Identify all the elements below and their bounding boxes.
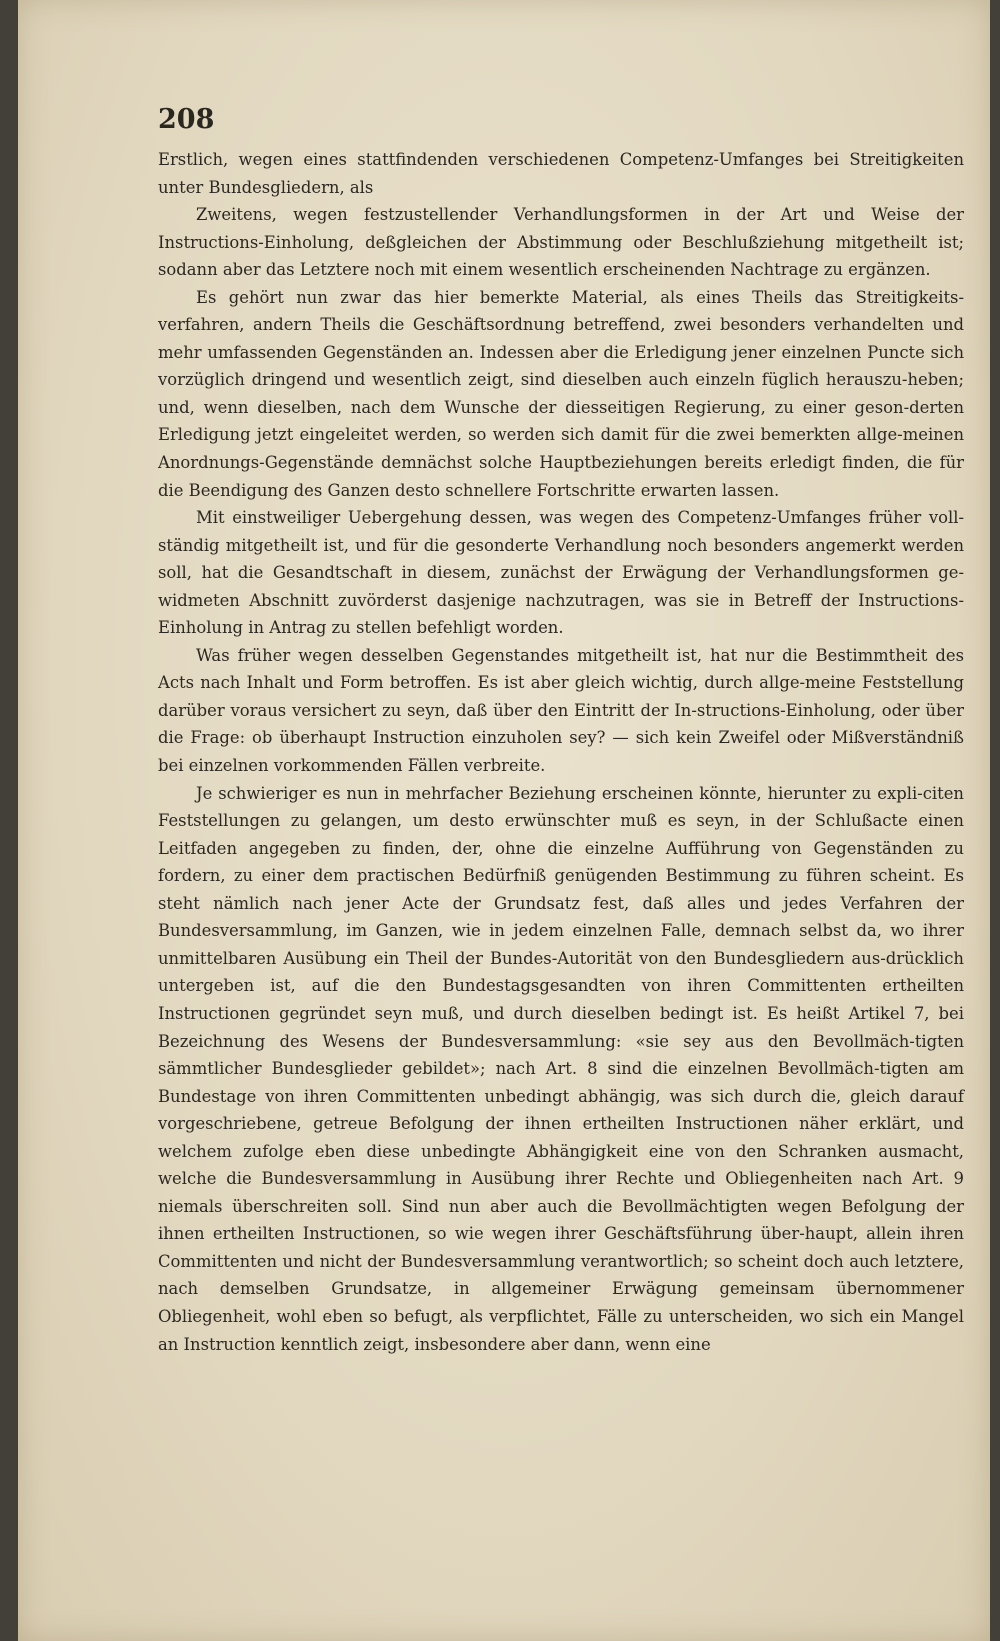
paragraph-2: Zweitens, wegen festzustellender Verhandlungsformen in der Art und Weise der Instructions-Einholung, deßgleichen der Abstimmung oder Beschlußziehung mitgetheilt ist; sodann aber das Letztere noch mit einem wesentlich erscheinenden Nachtrage zu ergänzen.: [158, 205, 964, 280]
book-page: [18, 0, 990, 1641]
paragraph-3: Es gehört nun zwar das hier bemerkte Material, als eines Theils das Streitigkeits-verfahren, andern Theils die Geschäftsordnung betreffend, zwei besonders verhandelten und mehr umfassenden Gegenständen an. Indessen aber die Erledigung jener einzelnen Puncte sich vorzüglich dringend und wesentlich zeigt, sind dieselben auch einzeln füglich herauszu-heben; und, wenn dieselben, nach dem Wunsche der diesseitigen Regierung, zu einer geson-derten Erledigung jetzt eingeleitet werden, so werden sich damit für die zwei bemerkten allge-meinen Anordnungs-Gegenstände demnächst solche Hauptbeziehungen bereits erledigt finden, die für die Beendigung des Ganzen desto schnellere Fortschritte erwarten lassen.: [158, 287, 964, 500]
paragraph-5: Was früher wegen desselben Gegenstandes mitgetheilt ist, hat nur die Bestimmtheit des Acts nach Inhalt und Form betroffen. Es ist aber gleich wichtig, durch allge-meine Feststellung darüber voraus versichert zu seyn, daß über den Eintritt der In-structions-Einholung, oder über die Frage: ob überhaupt Instruction einzuholen sey? — sich kein Zweifel oder Mißverständniß bei einzelnen vorkommenden Fällen verbreite.: [158, 645, 964, 776]
paragraph-1: Erstlich, wegen eines stattfindenden verschiedenen Competenz-Umfanges bei Streitigkeiten unter Bundesgliedern, als: [158, 150, 964, 197]
paragraph-4: Mit einstweiliger Uebergehung dessen, was wegen des Competenz-Umfanges früher voll-ständig mitgetheilt ist, und für die gesonderte Verhandlung noch besonders angemerkt werden soll, hat die Gesandtschaft in diesem, zunächst der Erwägung der Verhandlungsformen ge-widmeten Abschnitt zuvörderst dasjenige nachzutragen, was sie in Betreff der Instructions-Einholung in Antrag zu stellen befehligt worden.: [158, 508, 964, 638]
page-text: [158, 146, 964, 1358]
page-number: 208: [158, 104, 215, 135]
paragraph-6: Je schwieriger es nun in mehrfacher Beziehung erscheinen könnte, hierunter zu expli-citen Feststellungen zu gelangen, um desto erwünschter muß es seyn, in der Schlußacte einen Leitfaden angegeben zu finden, der, ohne die einzelne Aufführung von Gegenständen zu fordern, zu einer dem practischen Bedürfniß genügenden Bestimmung zu führen scheint. Es steht nämlich nach jener Acte der Grundsatz fest, daß alles und jedes Verfahren der Bundesversammlung, im Ganzen, wie in jedem einzelnen Falle, demnach selbst da, wo ihrer unmittelbaren Ausübung ein Theil der Bundes-Autorität von den Bundesgliedern aus-drücklich untergeben ist, auf die den Bundestagsgesandten von ihren Committenten ertheilten Instructionen gegründet seyn muß, und durch dieselben bedingt ist. Es heißt Artikel 7, bei Bezeichnung des Wesens der Bundesversammlung: «sie sey aus den Bevollmäch-tigten sämmtlicher Bundesglieder gebildet»; nach Art. 8 sind die einzelnen Bevollmäch-tigten am Bundestage von ihren Committenten unbedingt abhängig, was sich durch die, gleich darauf vorgeschriebene, getreue Befolgung der ihnen ertheilten Instructionen näher erklärt, und welchem zufolge eben diese unbedingte Abhängigkeit eine von den Schranken ausmacht, welche die Bundesversammlung in Ausübung ihrer Rechte und Obliegenheiten nach Art. 9 niemals überschreiten soll. Sind nun aber auch die Bevollmächtigten wegen Befolgung der ihnen ertheilten Instructionen, so wie wegen ihrer Geschäftsführung über-haupt, allein ihren Committenten und nicht der Bundesversammlung verantwortlich; so scheint doch auch letztere, nach demselben Grundsatze, in allgemeiner Erwägung gemeinsam übernommener Obliegenheit, wohl eben so befugt, als verpflichtet, Fälle zu unterscheiden, wo sich ein Mangel an Instruction kenntlich zeigt, insbesondere aber dann, wenn eine: [158, 783, 964, 1354]
